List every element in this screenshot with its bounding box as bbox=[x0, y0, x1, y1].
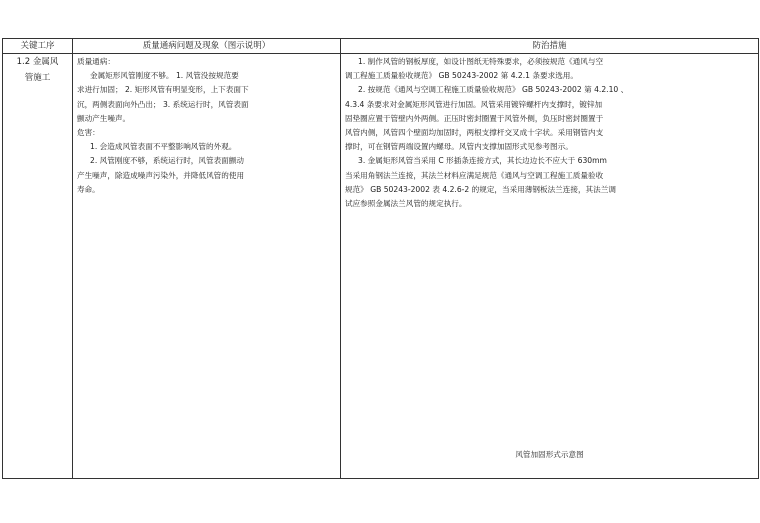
problem-line: 沉，两侧表面向外凸出； 3. 系统运行时，风管表面 bbox=[77, 99, 249, 109]
harm-line: 产生噪声，除造成噪声污染外，并降低风管的使用 bbox=[77, 170, 245, 180]
measures-cell bbox=[341, 54, 759, 479]
measure-line: 4.3.4 条要求对金属矩形风管进行加固。风管采用镀锌螺杆内支撑时，镀锌加 bbox=[345, 99, 603, 109]
harm-line: 1. 会造成风管表面不平整影响风管的外观。 bbox=[90, 142, 237, 152]
problems-cell bbox=[73, 54, 341, 479]
measure-line: 2. 按规范《通风与空调工程施工质量验收规范》 GB 50243-2002 第 4.2.10 、 bbox=[358, 85, 629, 95]
harm-line: 2. 风管刚度不够，系统运行时，风管表面颤动 bbox=[90, 156, 244, 166]
header-row bbox=[3, 39, 759, 54]
measure-line: 撑时，可在钢管两端设置内螺母。风管内支撑加固形式见参考图示。 bbox=[345, 142, 573, 152]
measure-line: 固垫圈应置于管壁内外两侧。正压时密封圈置于风管外侧，负压时密封圈置于 bbox=[345, 113, 604, 123]
process-cell bbox=[3, 54, 73, 479]
header-key-process: 关键工序 bbox=[3, 39, 73, 54]
harm-line: 寿命。 bbox=[77, 184, 100, 194]
harm-heading: 危害： bbox=[77, 128, 100, 138]
measure-line: 3. 金属矩形风管当采用 C 形插条连接方式，其长边边长不应大于 630mm bbox=[358, 156, 607, 166]
process-line: 管施工 bbox=[24, 73, 51, 83]
process-line: 1.2 金属风 bbox=[16, 57, 59, 67]
problem-line: 求进行加固； 2. 矩形风管有明显变形，上下表面下 bbox=[77, 85, 249, 95]
measure-line: 当采用角钢法兰连接，其法兰材料应满足规范《通风与空调工程施工质量验收 bbox=[345, 170, 604, 180]
measure-line: 调工程施工质量验收规范》 GB 50243-2002 第 4.2.1 条要求选用。 bbox=[345, 71, 578, 81]
problems-heading: 质量通病： bbox=[77, 57, 115, 66]
measure-line: 风管内侧，风管四个壁面均加固时，两根支撑杆交叉成十字状。采用钢管内支 bbox=[345, 128, 604, 138]
problem-line: 金属矩形风管刚度不够。 1. 风管没按规范要 bbox=[90, 71, 239, 81]
quality-table bbox=[2, 38, 759, 479]
header-measures: 防治措施 bbox=[341, 39, 759, 54]
problem-line: 颤动产生噪声。 bbox=[77, 113, 131, 123]
figure-caption: 风管加固形式示意图 bbox=[515, 450, 584, 459]
header-problems: 质量通病问题及现象（图示说明） bbox=[73, 39, 341, 54]
table-row bbox=[3, 54, 759, 479]
measure-line: 试应参照金属法兰风管的规定执行。 bbox=[345, 199, 467, 209]
measure-line: 规范》 GB 50243-2002 表 4.2.6-2 的规定，当采用薄钢板法兰连接，其法兰调 bbox=[345, 184, 616, 194]
measure-line: 1. 制作风管的钢板厚度，如设计图纸无特殊要求，必须按规范《通风与空 bbox=[358, 57, 604, 66]
